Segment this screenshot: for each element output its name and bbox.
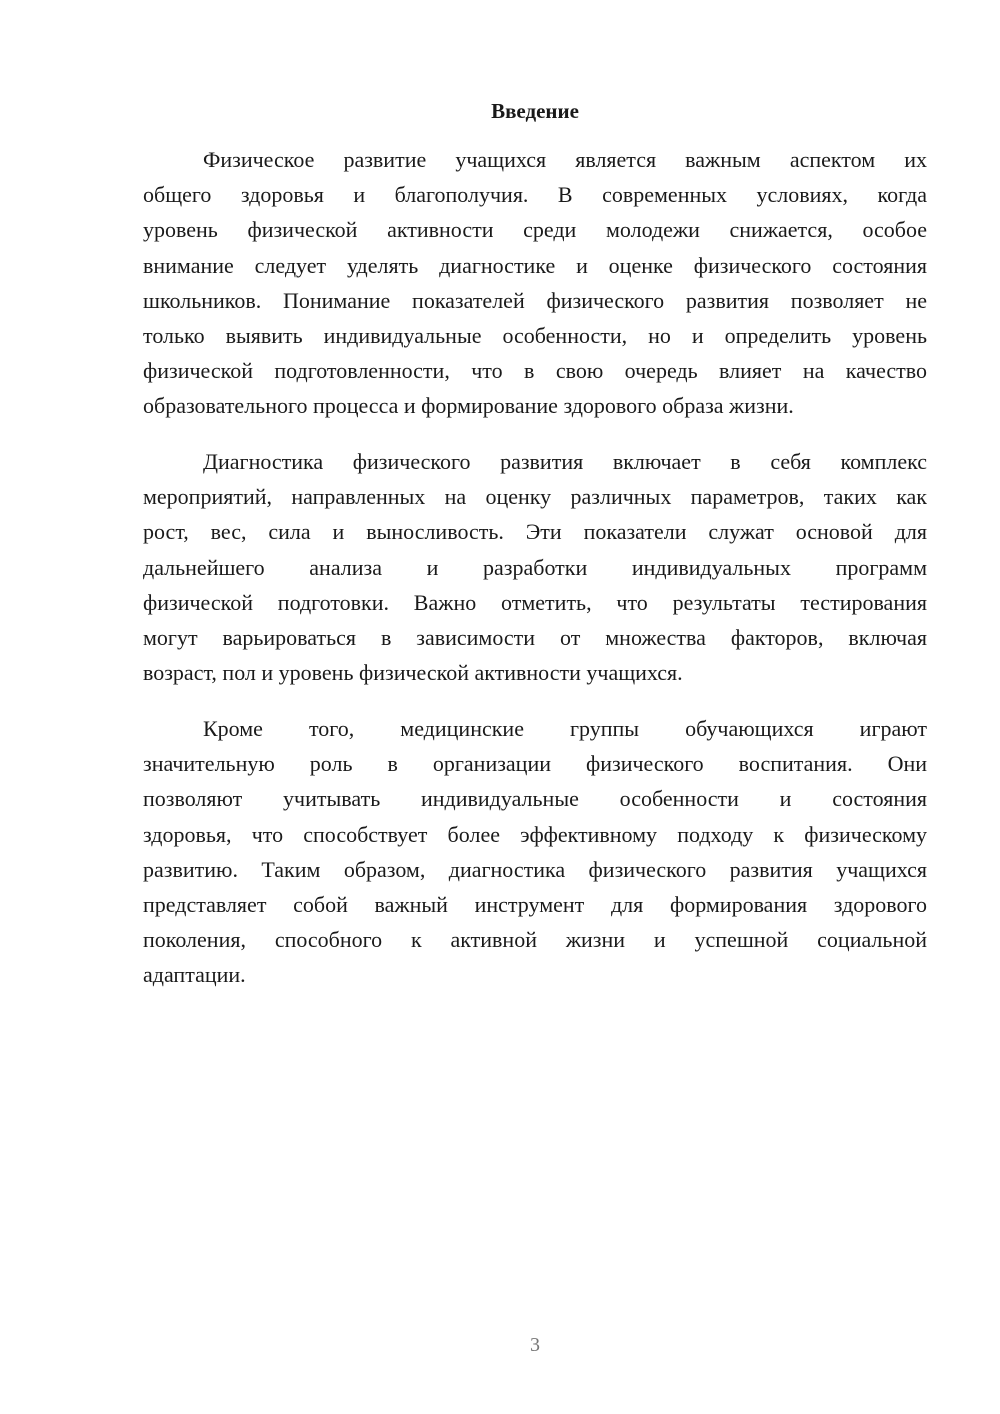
text-line: Физическое развитие учащихся является важным аспектом их xyxy=(203,147,927,172)
page-number: 3 xyxy=(530,1334,540,1356)
text-line: здоровья, что способствует более эффективному подходу к физическому xyxy=(143,821,927,847)
text-line: мероприятий, направленных на оценку различных параметров, таких как xyxy=(143,484,927,510)
text-line: дальнейшего анализа и разработки индивидуальных программ xyxy=(143,554,927,580)
paragraph-1 xyxy=(143,142,927,424)
text-line: возраст, пол и уровень физической активности учащихся. xyxy=(143,660,683,686)
text-line: уровень физической активности среди молодежи снижается, особое xyxy=(143,217,927,243)
text-line: представляет собой важный инструмент для формирования здорового xyxy=(143,891,927,917)
paragraph-3 xyxy=(143,711,927,993)
text-line: адаптации. xyxy=(143,962,246,988)
text-line: значительную роль в организации физического воспитания. Они xyxy=(143,751,927,777)
text-line: физической подготовки. Важно отметить, что результаты тестирования xyxy=(143,589,927,615)
text-line: внимание следует уделять диагностике и оценке физического состояния xyxy=(143,252,927,278)
text-line: физической подготовленности, что в свою очередь влияет на качество xyxy=(143,358,927,384)
text-line: образовательного процесса и формирование здорового образа жизни. xyxy=(143,393,794,419)
text-line: позволяют учитывать индивидуальные особенности и состояния xyxy=(143,786,927,812)
text-line: школьников. Понимание показателей физического развития позволяет не xyxy=(143,287,927,313)
text-line: Кроме того, медицинские группы обучающихся играют xyxy=(203,716,927,741)
text-line: развитию. Таким образом, диагностика физического развития учащихся xyxy=(143,856,927,882)
section-title: Введение xyxy=(491,99,579,123)
paragraph-2 xyxy=(143,444,927,690)
text-line: могут варьироваться в зависимости от множества факторов, включая xyxy=(143,624,927,650)
text-line: Диагностика физического развития включает в себя комплекс xyxy=(203,449,927,474)
text-line: поколения, способного к активной жизни и успешной социальной xyxy=(143,927,927,953)
text-line: общего здоровья и благополучия. В современных условиях, когда xyxy=(143,182,927,208)
text-line: только выявить индивидуальные особенности, но и определить уровень xyxy=(143,322,927,348)
text-line: рост, вес, сила и выносливость. Эти показатели служат основой для xyxy=(143,519,927,545)
